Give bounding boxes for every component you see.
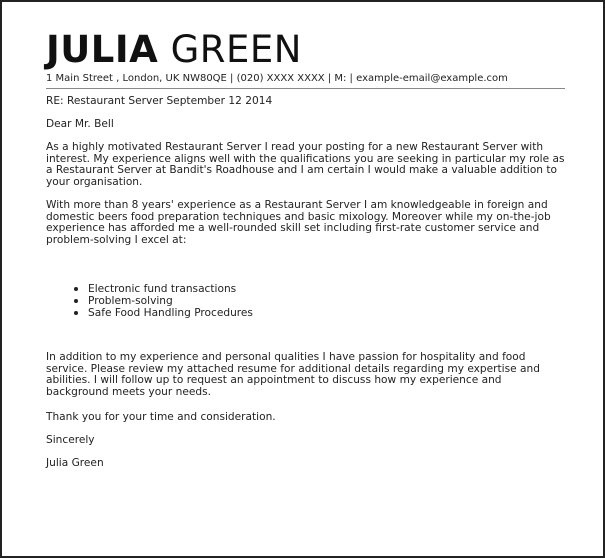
paragraph-line: a Restaurant Server at Bandit's Roadhouse and I am certain I would make a valuable addition to: [46, 164, 558, 176]
salutation: Dear Mr. Bell: [46, 118, 114, 130]
paragraph-line: service. Please review my attached resume for additional details regarding my expertise and: [46, 362, 540, 375]
paragraph-line: domestic beers food preparation techniques and basic mixology. Moreover while my on-the-job: [46, 210, 551, 223]
paragraph-experience: [46, 200, 570, 246]
letterhead: [46, 30, 302, 70]
first-name: JULIA: [46, 28, 159, 71]
skill-item: Electronic fund transactions: [68, 283, 253, 295]
subject-line: RE: Restaurant Server September 12 2014: [46, 95, 273, 107]
paragraph-line: As a highly motivated Restaurant Server I read your posting for a new Restaurant Server with: [46, 141, 544, 153]
paragraph-closing: [46, 352, 570, 398]
skills-list: [68, 283, 253, 319]
applicant-name: [46, 30, 302, 70]
complimentary-close: Sincerely: [46, 434, 95, 446]
paragraph-line: abilities. I will follow up to request an appointment to discuss how my experience and: [46, 374, 502, 386]
paragraph-line: your organisation.: [46, 175, 143, 188]
thank-you-line: Thank you for your time and consideration.: [46, 411, 276, 423]
paragraph-line: background meets your needs.: [46, 385, 211, 398]
signature-name: Julia Green: [46, 457, 104, 469]
paragraph-line: interest. My experience aligns well with the qualifications you are seeking in particular my role as: [46, 152, 565, 165]
header-divider: [46, 88, 565, 89]
paragraph-line: With more than 8 years' experience as a Restaurant Server I am knowledgeable in foreign and: [46, 199, 548, 211]
skill-item: Problem-solving: [68, 295, 253, 307]
last-name: GREEN: [170, 28, 302, 71]
paragraph-line: problem-solving I excel at:: [46, 233, 187, 246]
paragraph-line: In addition to my experience and personal qualities I have passion for hospitality and food: [46, 351, 526, 363]
paragraph-intro: [46, 142, 570, 188]
skill-item: Safe Food Handling Procedures: [68, 307, 253, 319]
paragraph-line: experience has afforded me a well-rounded skill set including first-rate customer service and: [46, 222, 540, 234]
contact-line: 1 Main Street , London, UK NW80QE | (020) XXXX XXXX | M: | example-email@example.com: [46, 73, 508, 84]
